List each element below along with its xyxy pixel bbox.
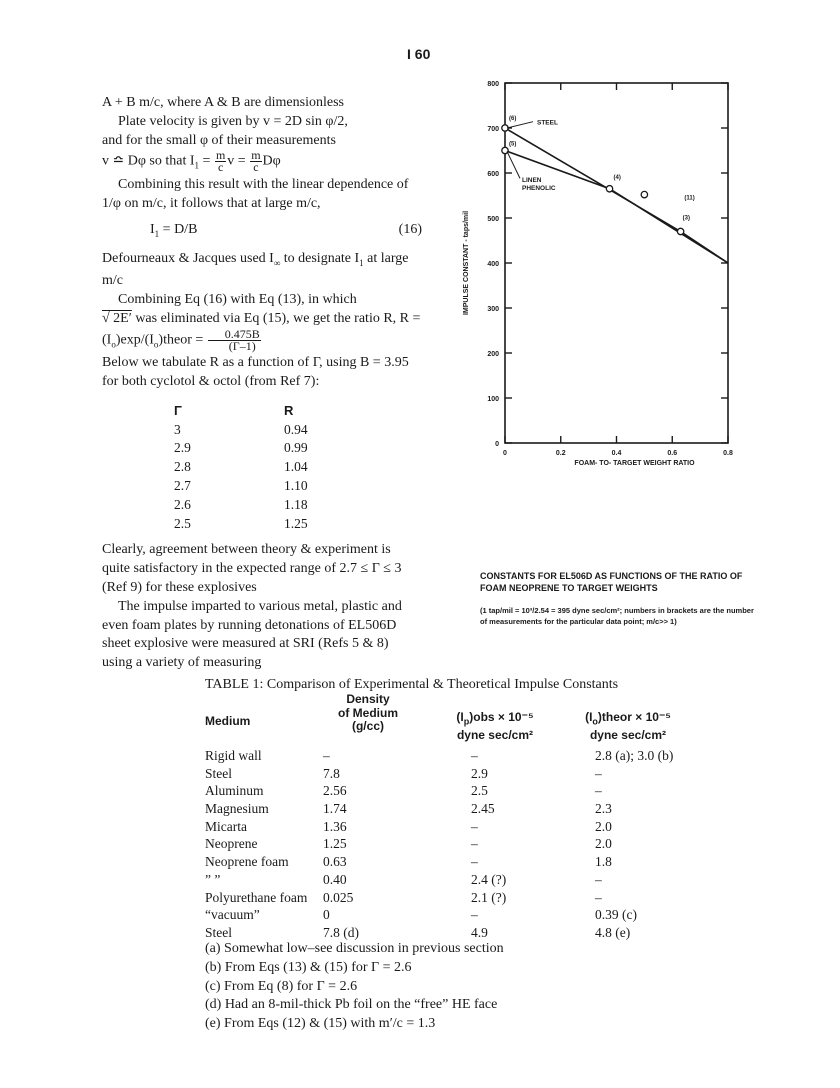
table-row: [205, 854, 645, 872]
table-cell: 2.0: [595, 818, 612, 834]
table-cell: –: [595, 889, 602, 905]
data-point-label: (11): [684, 195, 695, 202]
table-cell: 2.3: [595, 801, 612, 817]
table-row: [205, 783, 645, 801]
footnote: (a) Somewhat low–see discussion in previous section: [205, 941, 504, 956]
table-cell: 2.9: [471, 765, 488, 781]
table-cell: –: [471, 854, 478, 870]
table-cell: –: [323, 748, 330, 763]
column-header: Medium: [205, 714, 251, 728]
table-cell: 7.8: [323, 765, 340, 781]
table-cell: 0.40: [323, 871, 347, 887]
paragraph: Clearly, agreement between theory & experiment is quite satisfactory in the expected range of 2.7 ≤ Γ ≤ 3 (Ref 9) for these explosives: [102, 542, 402, 595]
table-cell: Steel: [205, 765, 232, 781]
r-table: [162, 402, 382, 534]
table-cell: 1.8: [595, 854, 612, 870]
column-header: Density of Medium (g/cc): [338, 692, 398, 733]
paragraph: Plate velocity is given by v = 2D sin φ/2,: [118, 113, 348, 129]
table-row: 2.7 1.10: [174, 477, 308, 493]
x-tick-label: 0.6: [667, 450, 678, 457]
table-cell: –: [471, 748, 478, 763]
table-cell: Polyurethane foam: [205, 889, 308, 905]
table-cell: Neoprene: [205, 836, 258, 852]
table1-title: TABLE 1: Comparison of Experimental & Theoretical Impulse Constants: [205, 677, 619, 692]
table-row: [205, 801, 645, 819]
annotation-phenolic: PHENOLIC: [522, 185, 556, 192]
table-cell: Aluminum: [205, 783, 264, 799]
column-header: R: [284, 402, 294, 418]
y-tick-label: 0: [495, 441, 499, 448]
table-cell: Micarta: [205, 818, 247, 834]
figure-note: (1 tap/mil = 10³/2.54 = 395 dyne sec/cm²; numbers in brackets are the number of measurements for the particular data point; m/c>> 1): [480, 606, 754, 626]
paragraph: The impulse imparted to various metal, plastic and even foam plates by running detonations of EL506D sheet explosive were measured at SRI (Refs 5 & 8) using a variety of measuring: [102, 598, 402, 671]
y-tick-label: 800: [487, 81, 499, 88]
table1-body: [205, 748, 674, 943]
table-cell: 2.0: [595, 836, 612, 852]
table-row: [205, 872, 645, 890]
table-cell: 1.36: [323, 818, 347, 834]
table-row: 3 0.94: [174, 421, 308, 437]
table-cell: 0.39 (c): [595, 907, 637, 923]
table-cell: Rigid wall: [205, 748, 262, 763]
table-row: 2.9 0.99: [174, 440, 308, 456]
table-row: [205, 907, 645, 925]
table-cell: ” ”: [205, 871, 221, 887]
data-point-label: (6): [509, 116, 517, 122]
table1: [205, 692, 674, 943]
column-header: $(I_p)obs \times 10^{-5}$ dyne sec/cm²: [456, 710, 534, 742]
footnote: (d) Had an 8-mil-thick Pb foil on the “free” HE face: [205, 997, 498, 1013]
page-number: I 60: [407, 46, 431, 62]
y-axis-label: IMPULSE CONSTANT - taps/mil: [463, 210, 470, 316]
footnote: (b) From Eqs (13) & (15) for Γ = 2.6: [205, 959, 412, 975]
x-tick-label: 0.8: [723, 450, 733, 457]
paragraph: and for the small φ of their measurements: [102, 132, 336, 148]
table-cell: 4.9: [471, 924, 488, 940]
paragraph: Combining this result with the linear dependence of 1/φ on m/c, it follows that at large m/c,: [102, 176, 409, 211]
x-axis-label: FOAM- TO- TARGET WEIGHT RATIO: [574, 460, 695, 467]
table-cell: Steel: [205, 924, 232, 940]
figure-title: CONSTANTS FOR EL506D AS FUNCTIONS OF THE RATIO OF FOAM NEOPRENE TO TARGET WEIGHTS: [480, 571, 743, 593]
table-cell: 2.56: [323, 783, 347, 799]
equation-line: v ≏ Dφ so that $I_1$ = $\frac{m}{c}$ v = $\frac{m}{c}$ Dφ: [102, 148, 281, 175]
paragraph: A + B m/c, where A & B are dimensionless: [102, 95, 344, 110]
y-tick-label: 200: [487, 351, 499, 358]
table-cell: 0.025: [323, 889, 354, 905]
equation-16: $I_1 = D/B$ (16): [102, 221, 422, 244]
annotation-steel: STEEL: [537, 119, 558, 127]
annotation-linen: LINEN: [522, 177, 542, 184]
table-cell: Neoprene foam: [205, 854, 289, 870]
table-row: 2.6 1.18: [174, 496, 308, 512]
table-cell: 2.5: [471, 783, 488, 799]
table-cell: 2.4 (?): [471, 871, 507, 887]
table-row: [205, 836, 645, 854]
x-tick-label: 0: [503, 450, 507, 457]
table-cell: 0.63: [323, 854, 347, 870]
column-header: $(I_o)theor \times 10^{-5}$ dyne sec/cm²: [585, 710, 671, 742]
table-cell: 0: [323, 907, 330, 923]
table-cell: –: [471, 818, 478, 834]
table-cell: –: [595, 765, 602, 781]
paragraph: Below we tabulate R as a function of Γ, using B = 3.95 for both cyclotol & octol (from Ref 7):: [102, 355, 409, 389]
footnote: (c) From Eq (8) for Γ = 2.6: [205, 978, 358, 994]
data-point-label: (5): [509, 141, 517, 148]
y-tick-label: 500: [487, 216, 499, 223]
table-row: [205, 766, 645, 784]
y-tick-label: 100: [487, 396, 499, 403]
table-cell: 7.8 (d): [323, 924, 359, 940]
callout-line: [507, 122, 533, 128]
table1-header: [205, 692, 671, 748]
table-cell: 1.25: [323, 836, 347, 852]
table-cell: –: [595, 871, 602, 887]
table-cell: –: [471, 907, 478, 923]
table-cell: –: [595, 783, 602, 799]
equation-number: (16): [398, 222, 422, 238]
left-column: [102, 94, 422, 673]
table-row: [205, 890, 645, 908]
data-point: [606, 186, 612, 192]
table-cell: 2.45: [471, 801, 495, 817]
figure-caption: [480, 570, 760, 627]
table-row: 2.8 1.04: [174, 459, 308, 475]
table-cell: 2.8 (a); 3.0 (b): [595, 748, 674, 763]
data-point: [677, 228, 683, 234]
table-cell: Magnesium: [205, 801, 269, 817]
x-tick-label: 0.4: [611, 450, 622, 457]
x-tick-label: 0.2: [555, 450, 566, 457]
table-row: [205, 748, 674, 766]
y-tick-label: 700: [487, 126, 499, 133]
table-cell: “vacuum”: [205, 907, 260, 923]
y-tick-label: 600: [487, 171, 499, 178]
data-point: [641, 191, 647, 197]
paragraph: Defourneaux & Jacques used $I_\infty$ to designate $I_1$ at large m/c: [102, 250, 409, 289]
table-cell: 2.1 (?): [471, 889, 507, 905]
table-row: 2.5 1.25: [174, 515, 308, 531]
paragraph: Combining Eq (16) with Eq (13), in which √ 2E′ was eliminated via Eq (15), we get the ratio R, $R = (I_o)\exp/(I_o)theor$ = $\frac{0.475B}{(\Gamma-1)}$: [102, 292, 421, 353]
impulse-chart: [440, 75, 770, 560]
table-cell: 4.8 (e): [595, 924, 631, 940]
y-tick-label: 300: [487, 306, 499, 313]
series-line-linen-phenolic: [505, 151, 728, 264]
plot-frame: [505, 83, 728, 443]
table-row: [205, 819, 645, 837]
table-cell: 1.74: [323, 801, 347, 817]
y-tick-label: 400: [487, 261, 499, 268]
column-header: Γ: [174, 402, 182, 418]
table1-footnotes: [205, 940, 504, 1034]
data-point-label: (4): [613, 174, 621, 181]
table-cell: –: [471, 836, 478, 852]
footnote: (e) From Eqs (12) & (15) with m′/c = 1.3: [205, 1016, 436, 1032]
data-point-label: (3): [682, 215, 690, 222]
